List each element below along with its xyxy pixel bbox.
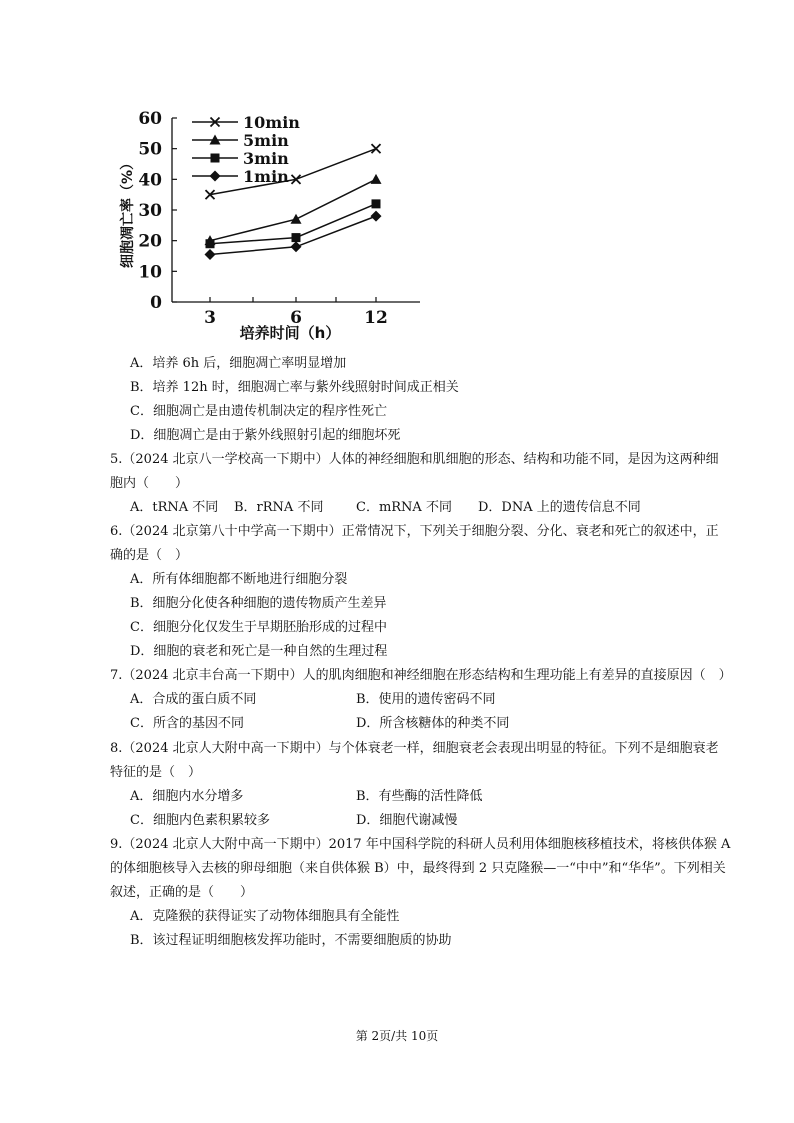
- data-point-3min: [372, 199, 381, 208]
- data-point-1min: [205, 249, 216, 260]
- q9-stem-line2: 的体细胞核导入去核的卵母细胞（来自供体猴 B）中，最终得到 2 只克隆猴—一“中中”和“华华”。下列相关: [110, 861, 726, 876]
- y-axis-label: 细胞凋亡率（%）: [120, 155, 136, 269]
- q8-option-a: A．细胞内水分增多: [130, 789, 244, 804]
- x-axis-label: 培养时间（h）: [239, 324, 341, 342]
- q7-option-b: B．使用的遗传密码不同: [356, 692, 496, 707]
- q8-option-b: B．有些酶的活性降低: [356, 789, 483, 804]
- q9-stem-line1: 9.（2024 北京人大附中高一下期中）2017 年中国科学院的科研人员利用体细胞核移植技术，将核供体猴 A: [110, 837, 731, 852]
- q5-option-d: D．DNA 上的遗传信息不同: [478, 500, 641, 515]
- series-line-5min: [210, 179, 376, 240]
- q6-option-b: B．细胞分化使各种细胞的遗传物质产生差异: [130, 596, 387, 611]
- x-tick-label: 6: [290, 308, 302, 328]
- y-tick-label: 30: [138, 201, 162, 221]
- data-point-5min: [371, 174, 382, 184]
- data-point-3min: [206, 239, 215, 248]
- data-point-3min: [292, 233, 301, 242]
- data-point-10min: [372, 144, 381, 153]
- q6-option-c: C．细胞分化仅发生于早期胚胎形成的过程中: [130, 620, 387, 635]
- q7-option-c: C．所含的基因不同: [130, 716, 244, 731]
- q6-stem-line2: 确的是（ ）: [110, 548, 189, 563]
- y-tick-label: 50: [138, 139, 162, 160]
- y-tick-label: 40: [138, 170, 162, 191]
- q6-option-d: D．细胞的衰老和死亡是一种自然的生理过程: [130, 644, 388, 659]
- q7-option-d: D．所含核糖体的种类不同: [356, 716, 510, 731]
- legend-marker-3min: [211, 154, 220, 163]
- q5-stem-line1: 5.（2024 北京八一学校高一下期中）人体的神经细胞和肌细胞的形态、结构和功能不同，是因为这两种细: [110, 452, 719, 467]
- q5-stem-line2: 胞内（ ）: [110, 476, 189, 491]
- q5-option-b: B．rRNA 不同: [234, 500, 324, 515]
- q4-option-a: A．培养 6h 后，细胞凋亡率明显增加: [130, 356, 347, 371]
- y-tick-label: 10: [138, 262, 162, 283]
- apoptosis-line-chart: [110, 104, 430, 344]
- data-point-1min: [371, 211, 382, 222]
- legend-marker-1min: [210, 171, 221, 182]
- x-tick-label: 12: [364, 308, 388, 328]
- page-footer: 第 2页/共 10页: [355, 1029, 439, 1043]
- q4-option-c: C．细胞凋亡是由遗传机制决定的程序性死亡: [130, 404, 387, 419]
- q7-stem-line1: 7.（2024 北京丰台高一下期中）人的肌肉细胞和神经细胞在形态结构和生理功能上有差异的直接原因（ ）: [110, 668, 732, 683]
- q8-option-d: D．细胞代谢减慢: [356, 813, 458, 828]
- y-tick-label: 60: [138, 109, 162, 129]
- q6-option-a: A．所有体细胞都不断地进行细胞分裂: [130, 572, 348, 587]
- y-tick-label: 0: [150, 293, 162, 313]
- legend-label-1min: 1min: [243, 167, 289, 186]
- x-tick-label: 3: [204, 308, 216, 328]
- q9-option-b: B．该过程证明细胞核发挥功能时，不需要细胞质的协助: [130, 933, 452, 948]
- y-tick-label: 20: [138, 231, 162, 252]
- data-point-1min: [291, 241, 302, 252]
- q9-option-a: A．克隆猴的获得证实了动物体细胞具有全能性: [130, 909, 400, 924]
- data-point-5min: [291, 214, 302, 224]
- series-line-10min: [210, 149, 376, 195]
- q8-stem-line1: 8.（2024 北京人大附中高一下期中）与个体衰老一样，细胞衰老会表现出明显的特征。下列不是细胞衰老: [110, 741, 719, 756]
- q4-option-d: D．细胞凋亡是由于紫外线照射引起的细胞坏死: [130, 428, 401, 443]
- q8-option-c: C．细胞内色素积累较多: [130, 813, 270, 828]
- q7-option-a: A．合成的蛋白质不同: [130, 692, 257, 707]
- q4-option-b: B．培养 12h 时，细胞凋亡率与紫外线照射时间成正相关: [130, 380, 459, 395]
- q5-option-a: A．tRNA 不同: [130, 500, 219, 515]
- q5-option-c: C．mRNA 不同: [356, 500, 452, 515]
- legend-label-10min: 10min: [243, 113, 300, 132]
- legend-label-5min: 5min: [243, 131, 289, 150]
- q8-stem-line2: 特征的是（ ）: [110, 765, 202, 780]
- q9-stem-line3: 叙述，正确的是（ ）: [110, 885, 254, 900]
- q6-stem-line1: 6.（2024 北京第八十中学高一下期中）正常情况下，下列关于细胞分裂、分化、衰老和死亡的叙述中，正: [110, 524, 719, 539]
- legend-label-3min: 3min: [243, 149, 289, 168]
